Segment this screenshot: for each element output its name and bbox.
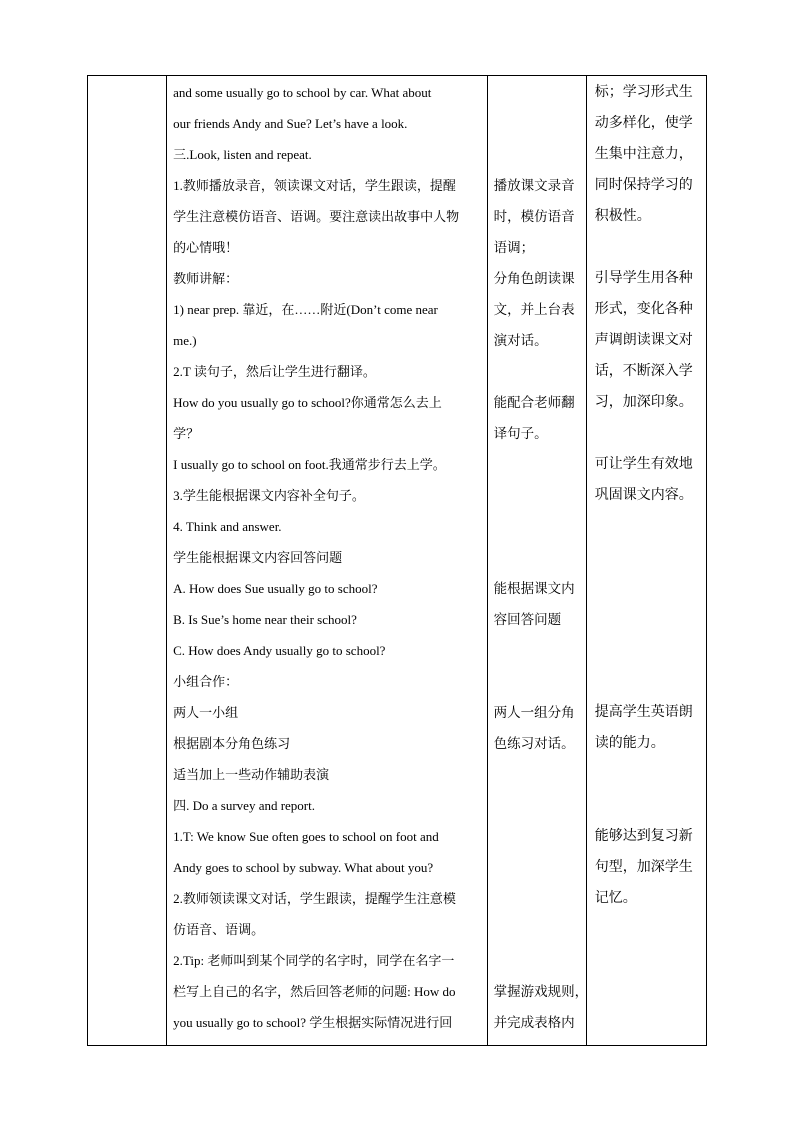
text-line: 话，不断深入学: [594, 364, 693, 379]
text-line: 能配合老师翻: [493, 395, 575, 410]
text-line: 教师讲解：: [173, 271, 239, 286]
text-line: B. Is Sue’s home near their school?: [173, 612, 357, 627]
table-row: [88, 76, 707, 1046]
text-line: 2.教师领读课文对话，学生跟读，提醒学生注意模: [173, 891, 456, 906]
text-line: 仿语音、语调。: [173, 922, 265, 937]
text-line: 时，模仿语音: [493, 209, 575, 224]
text-line: 适当加上一些动作辅助表演: [173, 767, 330, 782]
text-line: 学生注意模仿语音、语调。要注意读出故事中人物: [173, 209, 460, 224]
text-line: 语调；: [493, 240, 535, 255]
text-line: 四. Do a survey and report.: [173, 798, 316, 813]
text-line: 2.T 读句子，然后让学生进行翻译。: [173, 364, 376, 379]
text-line: 三.Look, listen and repeat.: [173, 147, 312, 162]
text-line: 1) near prep. 靠近，在……附近(Don’t come near: [173, 302, 438, 317]
text-line: How do you usually go to school?你通常怎么去上: [173, 395, 442, 410]
text-line: 能根据课文内: [493, 581, 575, 596]
text-line: 播放课文录音: [493, 178, 575, 193]
text-line: 2.Tip: 老师叫到某个同学的名字时，同学在名字一: [173, 953, 455, 968]
text-line: 并完成表格内: [493, 1015, 575, 1030]
teaching-process-cell: [167, 76, 488, 1046]
text-line: I usually go to school on foot.我通常步行去上学。: [173, 457, 446, 472]
lesson-plan-table: [87, 75, 707, 1046]
text-line: 小组合作：: [173, 674, 239, 689]
text-line: 同时保持学习的: [594, 178, 693, 193]
text-line: Andy goes to school by subway. What about you?: [173, 860, 434, 875]
text-line: you usually go to school? 学生根据实际情况进行回: [173, 1015, 453, 1030]
text-line: 分角色朗读课: [493, 271, 575, 286]
text-line: 巩固课文内容。: [594, 488, 693, 503]
text-line: 1.教师播放录音，领读课文对话，学生跟读，提醒: [173, 178, 456, 193]
text-line: C. How does Andy usually go to school?: [173, 643, 386, 658]
text-line: 学？: [173, 426, 200, 441]
text-line: 声调朗读课文对: [594, 333, 693, 348]
text-line: 根据剧本分角色练习: [173, 736, 291, 751]
text-line: and some usually go to school by car. What about: [173, 85, 432, 100]
text-line: 3.学生能根据课文内容补全句子。: [173, 488, 365, 503]
text-line: 1.T: We know Sue often goes to school on foot and: [173, 829, 439, 844]
text-line: 标；学习形式生: [594, 85, 693, 100]
student-activity-cell: [487, 76, 589, 1046]
text-line: 的心情哦！: [173, 240, 239, 255]
text-line: our friends Andy and Sue? Let’s have a look.: [173, 116, 408, 131]
text-line: 读的能力。: [594, 736, 665, 751]
text-line: 译句子。: [493, 426, 548, 441]
text-line: 可让学生有效地: [594, 457, 693, 472]
text-line: 4. Think and answer.: [173, 519, 282, 534]
text-line: 容回答问题: [493, 612, 562, 627]
text-line: 生集中注意力，: [594, 147, 693, 162]
text-line: 提高学生英语朗: [594, 705, 693, 720]
text-line: 积极性。: [594, 209, 651, 224]
text-line: 演对话。: [493, 333, 548, 348]
text-line: me.): [173, 333, 197, 348]
text-line: 记忆。: [594, 891, 637, 906]
text-line: 掌握游戏规则，: [493, 984, 589, 999]
text-line: 栏写上自己的名字，然后回答老师的问题: How do: [173, 984, 456, 999]
text-line: 形式，变化各种: [594, 302, 693, 317]
text-line: 两人一小组: [173, 705, 239, 720]
text-line: 动多样化，使学: [594, 116, 693, 131]
design-intent-cell: [586, 76, 706, 1046]
text-line: 引导学生用各种: [594, 271, 693, 286]
text-line: 能够达到复习新: [594, 829, 693, 844]
text-line: 学生能根据课文内容回答问题: [173, 550, 343, 565]
text-line: 文，并上台表: [493, 302, 575, 317]
text-line: A. How does Sue usually go to school?: [173, 581, 378, 596]
text-line: 两人一组分角: [493, 705, 575, 720]
text-line: 色练习对话。: [493, 736, 575, 751]
stage-column-cell: [88, 76, 167, 1046]
text-line: 习，加深印象。: [594, 395, 693, 410]
text-line: 句型，加深学生: [594, 860, 693, 875]
